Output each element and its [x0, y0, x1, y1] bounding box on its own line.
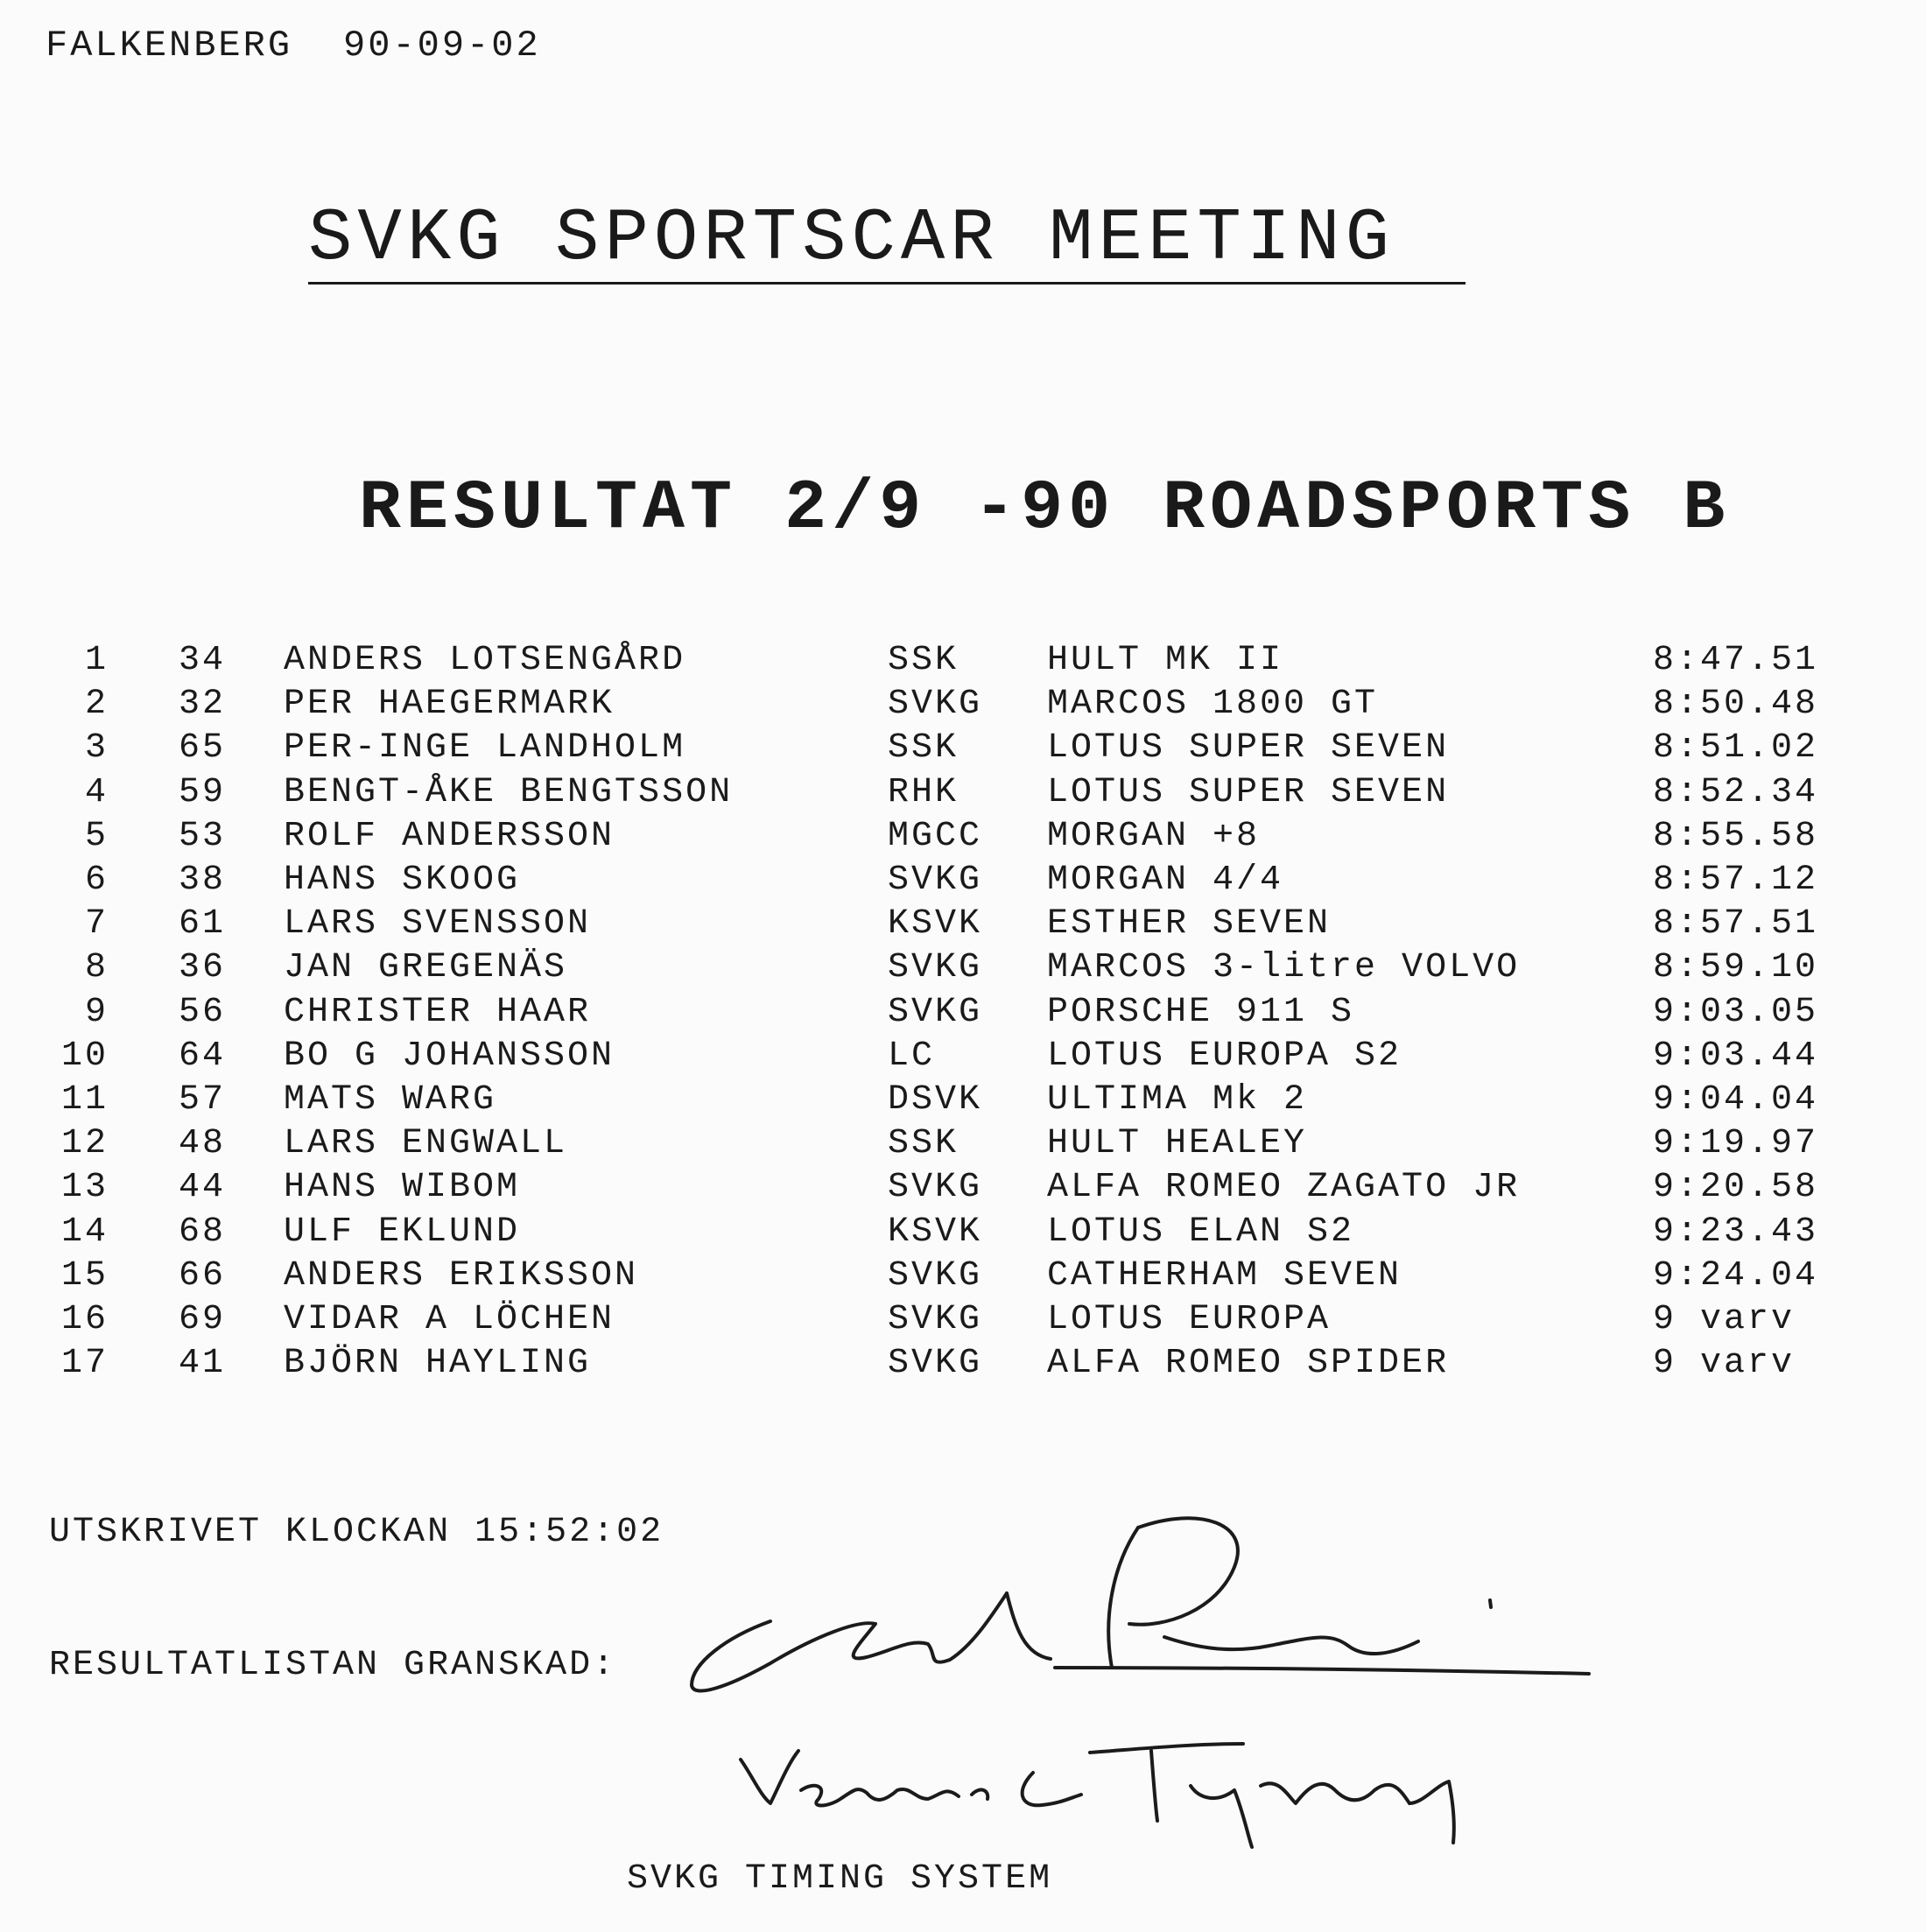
car-number-cell: 41: [179, 1344, 227, 1384]
time-cell: 9:20.58: [1653, 1168, 1819, 1208]
reviewed-label: RESULTATLISTAN GRANSKAD:: [49, 1646, 617, 1685]
time-cell: 9 varv: [1653, 1300, 1796, 1339]
driver-name-cell: BENGT-ÅKE BENGTSSON: [284, 772, 734, 812]
driver-name-cell: ULF EKLUND: [284, 1212, 521, 1252]
place-cell: 13: [60, 1168, 109, 1208]
car-model-cell: PORSCHE 911 S: [1047, 992, 1355, 1032]
place-cell: 9: [84, 992, 109, 1032]
car-model-cell: LOTUS EUROPA: [1047, 1300, 1332, 1339]
printed-time: UTSKRIVET KLOCKAN 15:52:02: [49, 1513, 664, 1552]
car-number-cell: 56: [179, 992, 227, 1032]
document-header: [46, 25, 592, 67]
car-number-cell: 53: [179, 816, 227, 856]
car-model-cell: MORGAN +8: [1047, 816, 1261, 856]
time-cell: 9 varv: [1653, 1344, 1796, 1384]
car-number-cell: 48: [179, 1124, 227, 1164]
timing-system-label: SVKG TIMING SYSTEM: [627, 1859, 1053, 1899]
driver-name-cell: JAN GREGENÄS: [284, 948, 568, 988]
place-cell: 7: [84, 904, 109, 945]
place-cell: 16: [60, 1300, 109, 1339]
club-cell: DSVK: [888, 1080, 983, 1120]
place-cell: 14: [60, 1212, 109, 1252]
time-cell: 8:57.51: [1653, 904, 1819, 945]
signature-timekeeper: [741, 1744, 1454, 1847]
car-model-cell: HULT HEALEY: [1047, 1124, 1308, 1164]
place-cell: 6: [84, 861, 109, 900]
time-cell: 8:51.02: [1653, 728, 1819, 769]
place-cell: 1: [84, 641, 109, 680]
driver-name-cell: MATS WARG: [284, 1080, 497, 1120]
place-cell: 12: [60, 1124, 109, 1164]
driver-name-cell: ANDERS ERIKSSON: [284, 1255, 639, 1296]
time-cell: 8:47.51: [1653, 641, 1819, 680]
club-cell: RHK: [888, 772, 959, 812]
club-cell: LC: [888, 1036, 936, 1076]
car-model-cell: CATHERHAM SEVEN: [1047, 1255, 1402, 1296]
place-cell: 8: [84, 948, 109, 988]
location: FALKENBERG: [46, 25, 293, 67]
car-model-cell: LOTUS SUPER SEVEN: [1047, 772, 1450, 812]
club-cell: SVKG: [888, 1344, 983, 1384]
car-number-cell: 61: [179, 904, 227, 945]
car-model-cell: ESTHER SEVEN: [1047, 904, 1332, 945]
car-model-cell: ALFA ROMEO SPIDER: [1047, 1344, 1450, 1384]
car-number-cell: 66: [179, 1255, 227, 1296]
time-cell: 8:59.10: [1653, 948, 1819, 988]
club-cell: KSVK: [888, 904, 983, 945]
place-cell: 10: [60, 1036, 109, 1076]
time-cell: 9:04.04: [1653, 1080, 1819, 1120]
place-cell: 11: [60, 1080, 109, 1120]
car-number-cell: 34: [179, 641, 227, 680]
car-number-cell: 36: [179, 948, 227, 988]
car-number-cell: 68: [179, 1212, 227, 1252]
place-cell: 3: [84, 728, 109, 769]
driver-name-cell: PER-INGE LANDHOLM: [284, 728, 686, 769]
driver-name-cell: BO G JOHANSSON: [284, 1036, 615, 1076]
time-cell: 9:03.44: [1653, 1036, 1819, 1076]
signature-reviewer: [692, 1518, 1589, 1690]
car-model-cell: LOTUS SUPER SEVEN: [1047, 728, 1450, 769]
car-number-cell: 64: [179, 1036, 227, 1076]
date: 90-09-02: [343, 25, 541, 67]
car-model-cell: ULTIMA Mk 2: [1047, 1080, 1308, 1120]
club-cell: SSK: [888, 1124, 959, 1164]
meeting-title: SVKG SPORTSCAR MEETING: [308, 198, 1395, 281]
driver-name-cell: CHRISTER HAAR: [284, 992, 592, 1032]
car-number-cell: 32: [179, 685, 227, 725]
time-cell: 9:23.43: [1653, 1212, 1819, 1252]
club-cell: SVKG: [888, 1255, 983, 1296]
car-number-cell: 59: [179, 772, 227, 812]
driver-name-cell: LARS ENGWALL: [284, 1124, 568, 1164]
car-number-cell: 57: [179, 1080, 227, 1120]
place-cell: 17: [60, 1344, 109, 1384]
car-model-cell: HULT MK II: [1047, 641, 1284, 680]
club-cell: SVKG: [888, 1300, 983, 1339]
club-cell: SVKG: [888, 992, 983, 1032]
club-cell: MGCC: [888, 816, 983, 856]
car-model-cell: ALFA ROMEO ZAGATO JR: [1047, 1168, 1521, 1208]
time-cell: 9:03.05: [1653, 992, 1819, 1032]
club-cell: SVKG: [888, 948, 983, 988]
driver-name-cell: LARS SVENSSON: [284, 904, 592, 945]
car-number-cell: 65: [179, 728, 227, 769]
driver-name-cell: VIDAR A LÖCHEN: [284, 1300, 615, 1339]
results-title: RESULTAT 2/9 -90 ROADSPORTS B: [359, 469, 1731, 549]
driver-name-cell: BJÖRN HAYLING: [284, 1344, 592, 1384]
club-cell: SVKG: [888, 685, 983, 725]
place-cell: 15: [60, 1255, 109, 1296]
car-number-cell: 69: [179, 1300, 227, 1339]
time-cell: 9:24.04: [1653, 1255, 1819, 1296]
club-cell: KSVK: [888, 1212, 983, 1252]
place-cell: 2: [84, 685, 109, 725]
driver-name-cell: PER HAEGERMARK: [284, 685, 615, 725]
club-cell: SSK: [888, 728, 959, 769]
club-cell: SSK: [888, 641, 959, 680]
car-number-cell: 44: [179, 1168, 227, 1208]
title-underline: [308, 282, 1466, 285]
place-cell: 4: [84, 772, 109, 812]
driver-name-cell: HANS SKOOG: [284, 861, 521, 900]
time-cell: 8:55.58: [1653, 816, 1819, 856]
time-cell: 8:57.12: [1653, 861, 1819, 900]
car-model-cell: MORGAN 4/4: [1047, 861, 1284, 900]
car-model-cell: LOTUS ELAN S2: [1047, 1212, 1355, 1252]
time-cell: 8:50.48: [1653, 685, 1819, 725]
club-cell: SVKG: [888, 861, 983, 900]
car-model-cell: MARCOS 3-litre VOLVO: [1047, 948, 1521, 988]
driver-name-cell: ROLF ANDERSSON: [284, 816, 615, 856]
club-cell: SVKG: [888, 1168, 983, 1208]
place-cell: 5: [84, 816, 109, 856]
car-model-cell: MARCOS 1800 GT: [1047, 685, 1379, 725]
car-model-cell: LOTUS EUROPA S2: [1047, 1036, 1402, 1076]
time-cell: 9:19.97: [1653, 1124, 1819, 1164]
time-cell: 8:52.34: [1653, 772, 1819, 812]
driver-name-cell: HANS WIBOM: [284, 1168, 521, 1208]
car-number-cell: 38: [179, 861, 227, 900]
driver-name-cell: ANDERS LOTSENGÅRD: [284, 641, 686, 680]
